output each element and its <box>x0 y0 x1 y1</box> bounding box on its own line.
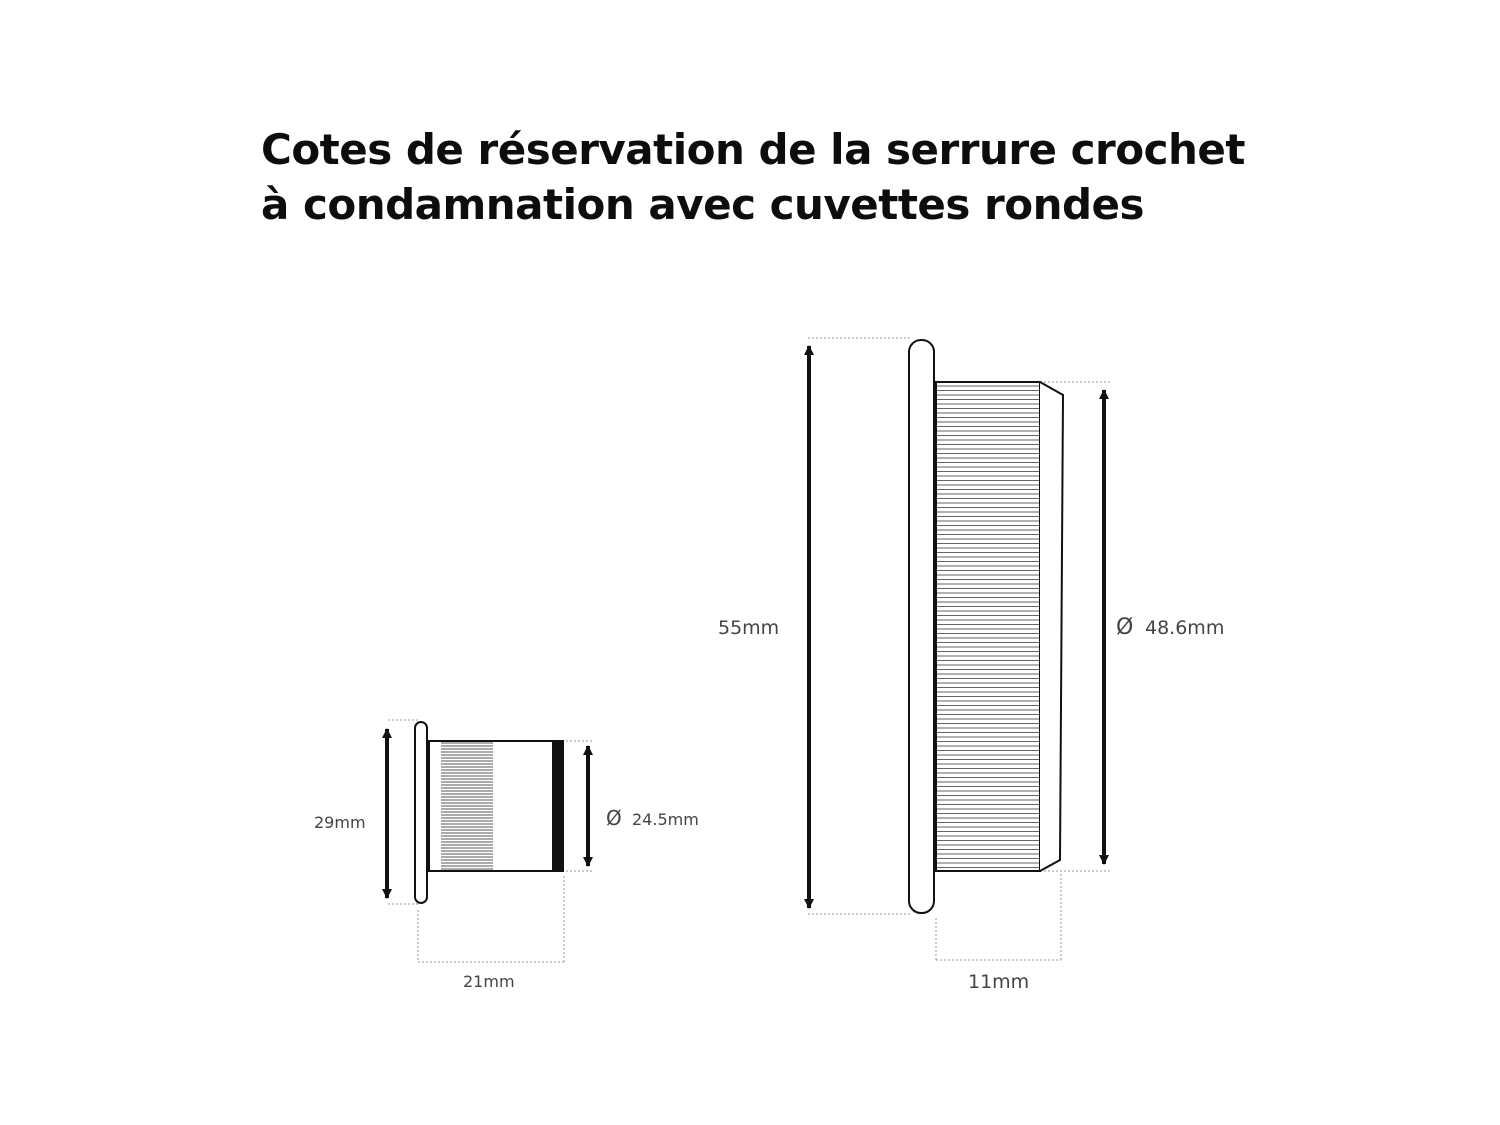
large-cup-drawing <box>718 338 1224 993</box>
large-cup-chamfer <box>1040 382 1063 871</box>
small-depth-label: 21mm <box>463 972 515 991</box>
small-cup-drawing <box>314 720 699 991</box>
large-depth-label: 11mm <box>968 971 1030 993</box>
small-cup-flange <box>415 722 427 903</box>
title-line-2: à condamnation avec cuvettes rondes <box>261 180 1145 229</box>
large-cup-flange <box>909 340 934 913</box>
large-height-label: 55mm <box>718 617 780 639</box>
small-cup-end-band <box>552 741 564 871</box>
small-diameter-symbol: Ø <box>606 806 622 830</box>
large-diameter-label: 48.6mm <box>1145 617 1225 639</box>
large-cup-body <box>936 382 1040 871</box>
small-diameter-label: 24.5mm <box>632 810 699 829</box>
large-diameter-symbol: Ø <box>1116 615 1134 640</box>
small-height-label: 29mm <box>314 813 366 832</box>
title-line-1: Cotes de réservation de la serrure crochet <box>261 125 1245 174</box>
